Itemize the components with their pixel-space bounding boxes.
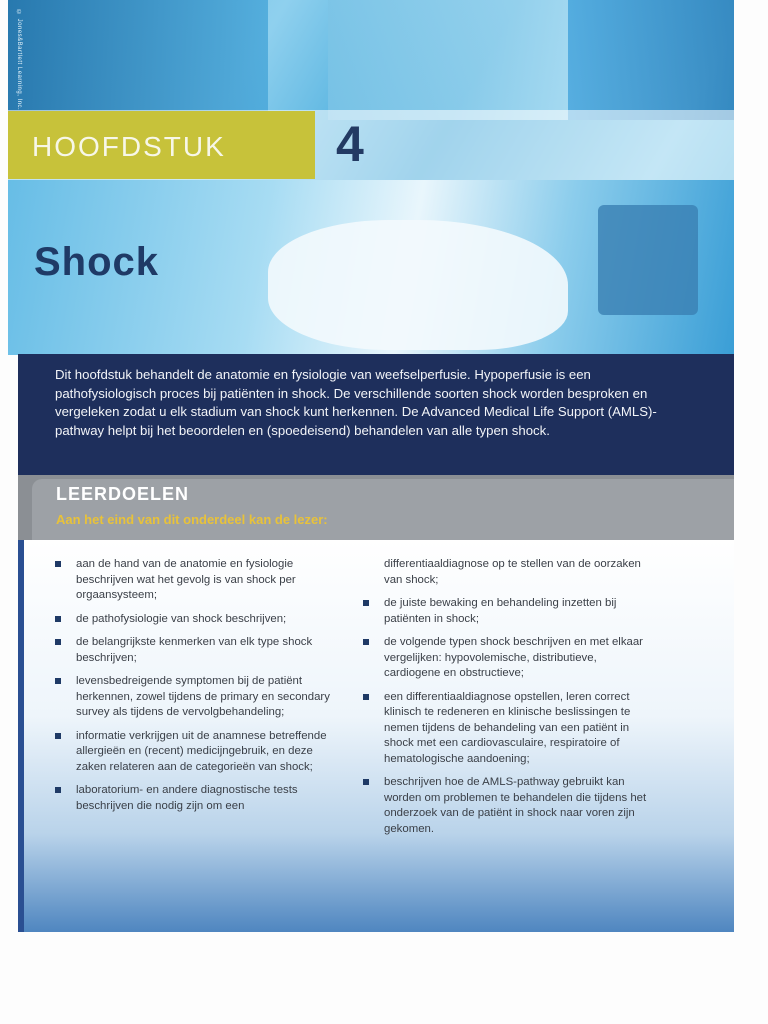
bullet-icon — [55, 733, 61, 739]
bullet-icon — [55, 787, 61, 793]
chapter-number: 4 — [336, 116, 364, 172]
bullet-icon — [363, 779, 369, 785]
list-item: informatie verkrijgen uit de anamnese betreffende allergieën en (recent) medicijngebruik, en deze zaken relateren aan de categorieën van shock; — [55, 729, 335, 776]
chapter-label: HOOFDSTUK — [32, 131, 226, 162]
bullet-icon — [55, 616, 61, 622]
chapter-title: Shock — [34, 240, 160, 284]
goals-left-column — [55, 557, 335, 822]
bullet-icon — [363, 639, 369, 645]
goals-subtitle: Aan het eind van dit onderdeel kan de lezer: — [56, 512, 328, 527]
bullet-icon — [55, 678, 61, 684]
list-item: de volgende typen shock beschrijven en met elkaar vergelijken: hypovolemische, distributieve, cardiogene en obstructieve; — [363, 635, 653, 682]
intro-text: Dit hoofdstuk behandelt de anatomie en fysiologie van weefselperfusie. Hypoperfusie is een pathofysiologisch proces bij patiënten in shock. De verschillende soorten shock worden besproken en vergeleken zodat u elk stadium van shock kunt herkennen. De Advanced Medical Life Support (AMLS)-pathway helpt bij het beoordelen en (spoedeisend) behandelen van alle typen shock. — [55, 367, 657, 438]
list-item: beschrijven hoe de AMLS-pathway gebruikt kan worden om problemen te behandelen die tijdens het onderzoek van de patiënt in shock naar voren zijn gekomen. — [363, 775, 653, 837]
goals-accent-bar — [18, 540, 24, 932]
list-item: de pathofysiologie van shock beschrijven; — [55, 612, 335, 628]
bullet-icon — [363, 694, 369, 700]
list-item: laboratorium- en andere diagnostische tests beschrijven die nodig zijn om een — [55, 783, 335, 814]
list-item: een differentiaaldiagnose opstellen, leren correct klinisch te redeneren en klinische beslissingen te nemen tijdens de behandeling van een patiënt in shock met een cardiovasculaire, respiratoire of hematologische aandoening; — [363, 690, 653, 768]
list-item: de juiste bewaking en behandeling inzetten bij patiënten in shock; — [363, 596, 653, 627]
bullet-icon — [55, 639, 61, 645]
list-item: aan de hand van de anatomie en fysiologie beschrijven wat het gevolg is van shock per orgaansysteem; — [55, 557, 335, 604]
goals-right-column — [363, 557, 653, 845]
list-item-continuation: differentiaaldiagnose op te stellen van de oorzaken van shock; — [384, 558, 641, 586]
bullet-icon — [55, 561, 61, 567]
bullet-icon — [363, 600, 369, 606]
intro-panel — [18, 354, 734, 475]
list-item: levensbedreigende symptomen bij de patiënt herkennen, zowel tijdens de primary en secondary survey als tijdens de vervolgbehandeling; — [55, 674, 335, 721]
goals-title: LEERDOELEN — [56, 484, 190, 504]
photo-credit: © Jones&Bartlett Learning, Inc. — [16, 10, 22, 111]
list-item: de belangrijkste kenmerken van elk type shock beschrijven; — [55, 635, 335, 666]
